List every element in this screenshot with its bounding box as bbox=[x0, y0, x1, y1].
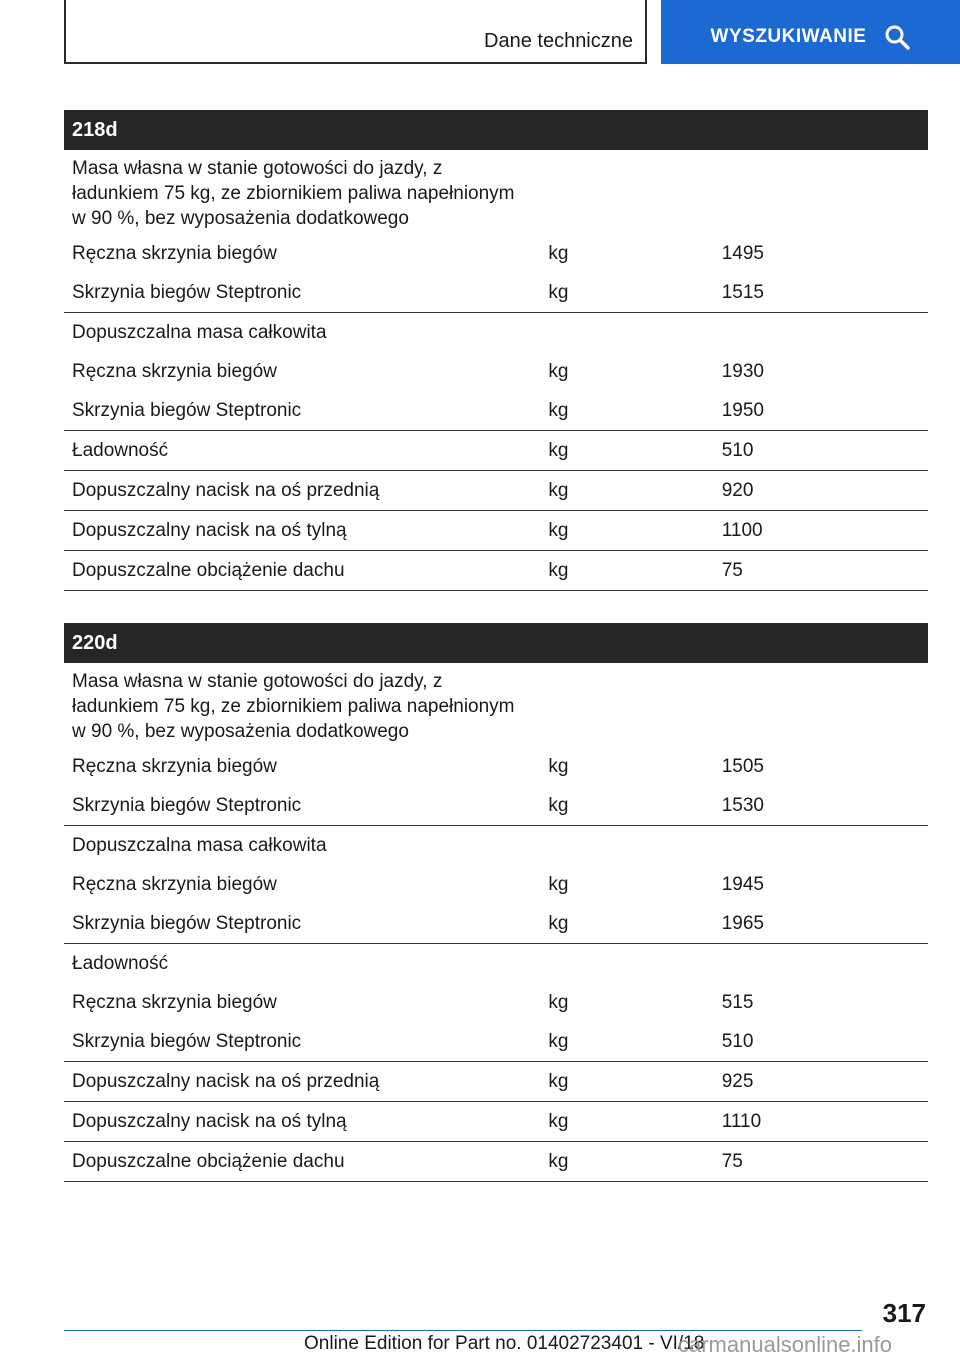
footer-divider bbox=[64, 1330, 862, 1331]
row-value: 1965 bbox=[714, 904, 928, 944]
table-row bbox=[64, 471, 928, 511]
search-label: WYSZUKIWANIE bbox=[710, 26, 867, 47]
row-label: Dopuszczalny nacisk na oś przednią bbox=[64, 471, 539, 511]
row-value: 1530 bbox=[714, 786, 928, 826]
section-title: Dane techniczne bbox=[484, 30, 633, 52]
row-unit: kg bbox=[548, 242, 569, 264]
row-label: Ładowność bbox=[72, 952, 169, 974]
table-row bbox=[64, 431, 928, 471]
row-value: 1100 bbox=[714, 511, 928, 551]
row-unit: kg bbox=[539, 1102, 713, 1142]
table-row bbox=[64, 747, 928, 786]
header-title-box bbox=[64, 0, 647, 64]
table-row bbox=[64, 1142, 928, 1182]
row-label: Ładowność bbox=[64, 431, 539, 471]
table-row bbox=[64, 1022, 928, 1062]
row-label: Dopuszczalny nacisk na oś przednią bbox=[64, 1062, 539, 1102]
row-unit: kg bbox=[548, 991, 569, 1013]
row-label: Skrzynia biegów Steptronic bbox=[64, 1022, 539, 1062]
row-value bbox=[714, 663, 928, 747]
row-unit: kg bbox=[539, 273, 713, 313]
row-value bbox=[714, 826, 928, 866]
row-value: 75 bbox=[714, 1142, 928, 1182]
row-unit bbox=[539, 313, 713, 353]
edition-text: Online Edition for Part no. 01402723401 - VI/18 bbox=[304, 1333, 705, 1354]
row-label: Dopuszczalne obciążenie dachu bbox=[64, 1142, 539, 1182]
row-unit: kg bbox=[548, 873, 569, 895]
row-label: Masa własna w stanie gotowości do jazdy, z ładunkiem 75 kg, ze zbiornikiem paliwa napełnionym w 90 %, bez wyposażenia dodatkowego bbox=[72, 158, 515, 229]
row-value: 1515 bbox=[714, 273, 928, 313]
table-row bbox=[64, 352, 928, 391]
row-unit: kg bbox=[539, 431, 713, 471]
row-unit: kg bbox=[539, 471, 713, 511]
row-value: 1110 bbox=[714, 1102, 928, 1142]
row-label: Skrzynia biegów Steptronic bbox=[64, 786, 539, 826]
row-label: Skrzynia biegów Steptronic bbox=[64, 904, 539, 944]
table-row bbox=[64, 786, 928, 826]
table-row bbox=[64, 944, 928, 984]
table-row bbox=[64, 983, 928, 1022]
row-label: Dopuszczalne obciążenie dachu bbox=[64, 551, 539, 591]
row-label: Ręczna skrzynia biegów bbox=[72, 242, 277, 264]
table-row bbox=[64, 511, 928, 551]
search-icon bbox=[884, 24, 910, 50]
row-label: Masa własna w stanie gotowości do jazdy, z ładunkiem 75 kg, ze zbiornikiem paliwa napełnionym w 90 %, bez wyposażenia dodatkowego bbox=[72, 671, 515, 742]
row-value: 510 bbox=[714, 431, 928, 471]
row-value: 1495 bbox=[721, 242, 764, 264]
table-header-row bbox=[64, 110, 928, 150]
row-value: 1930 bbox=[721, 360, 764, 382]
page-number: 317 bbox=[882, 1298, 926, 1328]
row-unit: kg bbox=[539, 391, 713, 431]
row-value: 515 bbox=[721, 991, 754, 1013]
table-title: 218d bbox=[64, 110, 928, 150]
table-row bbox=[64, 865, 928, 904]
row-label: Dopuszczalny nacisk na oś tylną bbox=[64, 511, 539, 551]
table-row bbox=[64, 663, 928, 747]
table-row bbox=[64, 273, 928, 313]
row-label: Ręczna skrzynia biegów bbox=[72, 755, 277, 777]
search-button[interactable] bbox=[661, 0, 960, 64]
row-unit bbox=[539, 826, 713, 866]
table-header-row bbox=[64, 623, 928, 663]
row-unit: kg bbox=[548, 755, 569, 777]
row-unit: kg bbox=[539, 1022, 713, 1062]
table-title: 220d bbox=[64, 623, 928, 663]
row-value: 1945 bbox=[721, 873, 764, 895]
row-value: 75 bbox=[714, 551, 928, 591]
table-row bbox=[64, 1062, 928, 1102]
table-row bbox=[64, 313, 928, 353]
row-unit bbox=[539, 944, 713, 984]
watermark: carmanualsonline.info bbox=[678, 1332, 893, 1357]
table-row bbox=[64, 904, 928, 944]
table-row bbox=[64, 551, 928, 591]
row-label: Dopuszczalna masa całkowita bbox=[72, 321, 327, 343]
row-value: 925 bbox=[714, 1062, 928, 1102]
spec-table-220d bbox=[64, 623, 928, 1182]
row-value bbox=[714, 150, 928, 234]
table-row bbox=[64, 1102, 928, 1142]
row-unit: kg bbox=[539, 511, 713, 551]
row-value: 1950 bbox=[714, 391, 928, 431]
row-unit: kg bbox=[539, 904, 713, 944]
row-unit: kg bbox=[548, 360, 569, 382]
row-value bbox=[714, 944, 928, 984]
row-unit: kg bbox=[539, 1142, 713, 1182]
row-label: Ręczna skrzynia biegów bbox=[72, 873, 277, 895]
row-unit: kg bbox=[539, 1062, 713, 1102]
table-row bbox=[64, 234, 928, 273]
row-unit bbox=[539, 663, 713, 747]
row-value: 510 bbox=[714, 1022, 928, 1062]
row-value: 920 bbox=[714, 471, 928, 511]
row-label: Ręczna skrzynia biegów bbox=[72, 991, 277, 1013]
row-value bbox=[714, 313, 928, 353]
row-label: Skrzynia biegów Steptronic bbox=[64, 273, 539, 313]
row-unit: kg bbox=[539, 786, 713, 826]
table-row bbox=[64, 150, 928, 234]
table-row bbox=[64, 391, 928, 431]
row-label: Dopuszczalna masa całkowita bbox=[72, 834, 327, 856]
row-unit bbox=[539, 150, 713, 234]
row-label: Dopuszczalny nacisk na oś tylną bbox=[64, 1102, 539, 1142]
spec-table-218d bbox=[64, 110, 928, 591]
row-label: Ręczna skrzynia biegów bbox=[72, 360, 277, 382]
row-unit: kg bbox=[539, 551, 713, 591]
row-label: Skrzynia biegów Steptronic bbox=[64, 391, 539, 431]
table-row bbox=[64, 826, 928, 866]
row-value: 1505 bbox=[721, 755, 764, 777]
